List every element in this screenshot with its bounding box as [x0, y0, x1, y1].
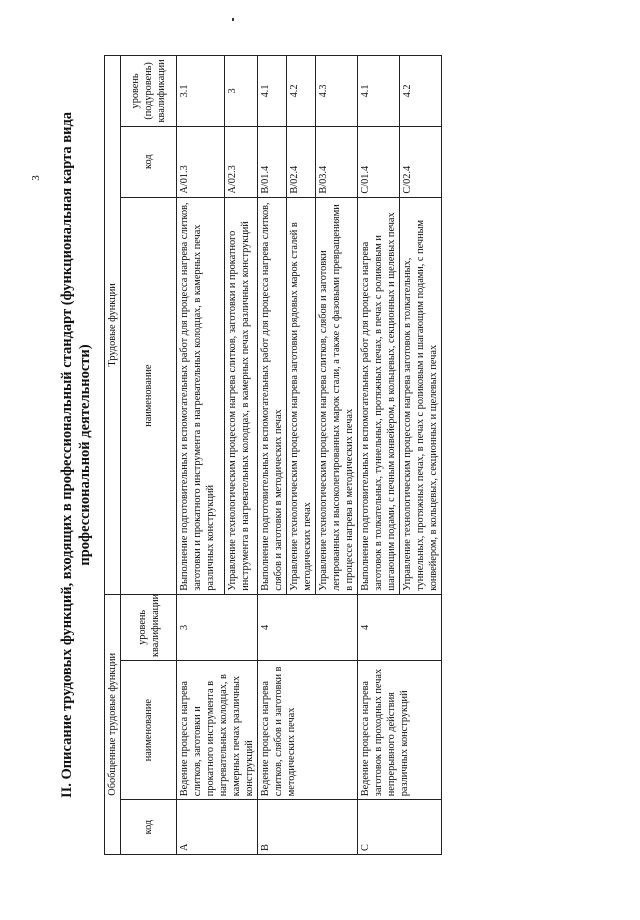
tf-code: B/03.4 — [316, 126, 358, 197]
gtf-level: 4 — [258, 594, 358, 660]
gtf-name: Ведение процесса нагрева слитков, заготовки и прокатного инструмента в нагревательных колодцах, в камерных печах различных конструкций — [177, 660, 258, 799]
gtf-code: C — [358, 800, 442, 855]
tf-name: Управление технологическим процессом нагрева слитков, слябов и заготовки легированных и высоколегированных марок стали, а также с фазовыми превращениями в процессе нагрева в методических печах — [316, 197, 358, 594]
tf-level: 4.3 — [316, 56, 358, 127]
col-header-code: код — [121, 800, 177, 855]
tf-code: B/01.4 — [258, 126, 287, 197]
group-header-generalized: Обобщенные трудовые функции — [105, 594, 121, 854]
tf-level: 4.1 — [358, 56, 400, 127]
tf-name: Выполнение подготовительных и вспомогательных работ для процесса нагрева заготовок в толкательных, туннельных, протяжных печах, в печах с роликовым и шагающим подами, с печным конвейером, в кольцевых, секционных и щелевых печах — [358, 197, 400, 594]
col-header-name: наименование — [121, 660, 177, 799]
col-header-tf-code: код — [121, 126, 177, 197]
tf-code: A/02.3 — [224, 126, 257, 197]
page-number: 3 — [29, 175, 42, 181]
table-row — [358, 56, 400, 855]
gtf-level: 4 — [358, 594, 442, 660]
col-header-tf-level: уровень (подуровень) квалификации — [121, 56, 177, 127]
tf-level: 4.2 — [400, 56, 442, 127]
tf-name: Выполнение подготовительных и вспомогательных работ для процесса нагрева слитков, слябов и заготовки в методических печах — [258, 197, 287, 594]
scan-speck — [232, 18, 234, 21]
gtf-code: A — [177, 800, 258, 855]
col-header-level: уровень квалификации — [121, 594, 177, 660]
tf-level: 3.1 — [177, 56, 225, 127]
tf-level: 3 — [224, 56, 257, 127]
tf-name: Управление технологическим процессом нагрева слитков, заготовки и прокатного инструмента в нагревательных колодцах, в камерных печах различных конструкций — [224, 197, 257, 594]
gtf-name: Ведение процесса нагрева слитков, слябов и заготовки в методических печах — [258, 660, 358, 799]
tf-code: A/01.3 — [177, 126, 225, 197]
group-header-labor: Трудовые функции — [105, 56, 121, 595]
tf-name: Управление технологическим процессом нагрева заготовок в толкательных, туннельных, протяжных печах, в печах с роликовым и шагающим подами, с печным конвейером, в кольцевых, секционных и щелевых печах — [400, 197, 442, 594]
tf-code: C/02.4 — [400, 126, 442, 197]
col-header-tf-name: наименование — [121, 197, 177, 594]
gtf-name: Ведение процесса нагрева заготовок в проходных печах непрерывного действия различных конструкций — [358, 660, 442, 799]
tf-level: 4.2 — [287, 56, 316, 127]
section-heading: II. Описание трудовых функций, входящих в профессиональный стандарт (функциональная карта вида профессиональной деятельности) — [59, 111, 93, 799]
table-row — [177, 56, 225, 855]
tf-code: B/02.4 — [287, 126, 316, 197]
tf-code: C/01.4 — [358, 126, 400, 197]
gtf-code: B — [258, 800, 358, 855]
tf-name: Управление технологическим процессом нагрева заготовки рядовых марок сталей в методических печах — [287, 197, 316, 594]
gtf-level: 3 — [177, 594, 258, 660]
tf-level: 4.1 — [258, 56, 287, 127]
functional-map-table — [104, 55, 442, 855]
table-row — [258, 56, 287, 855]
tf-name: Выполнение подготовительных и вспомогательных работ для процесса нагрева слитков, заготовки и прокатного инструмента в нагревательных колодцах, в камерных печах различных конструкций — [177, 197, 225, 594]
rotated-sheet — [52, 55, 612, 855]
